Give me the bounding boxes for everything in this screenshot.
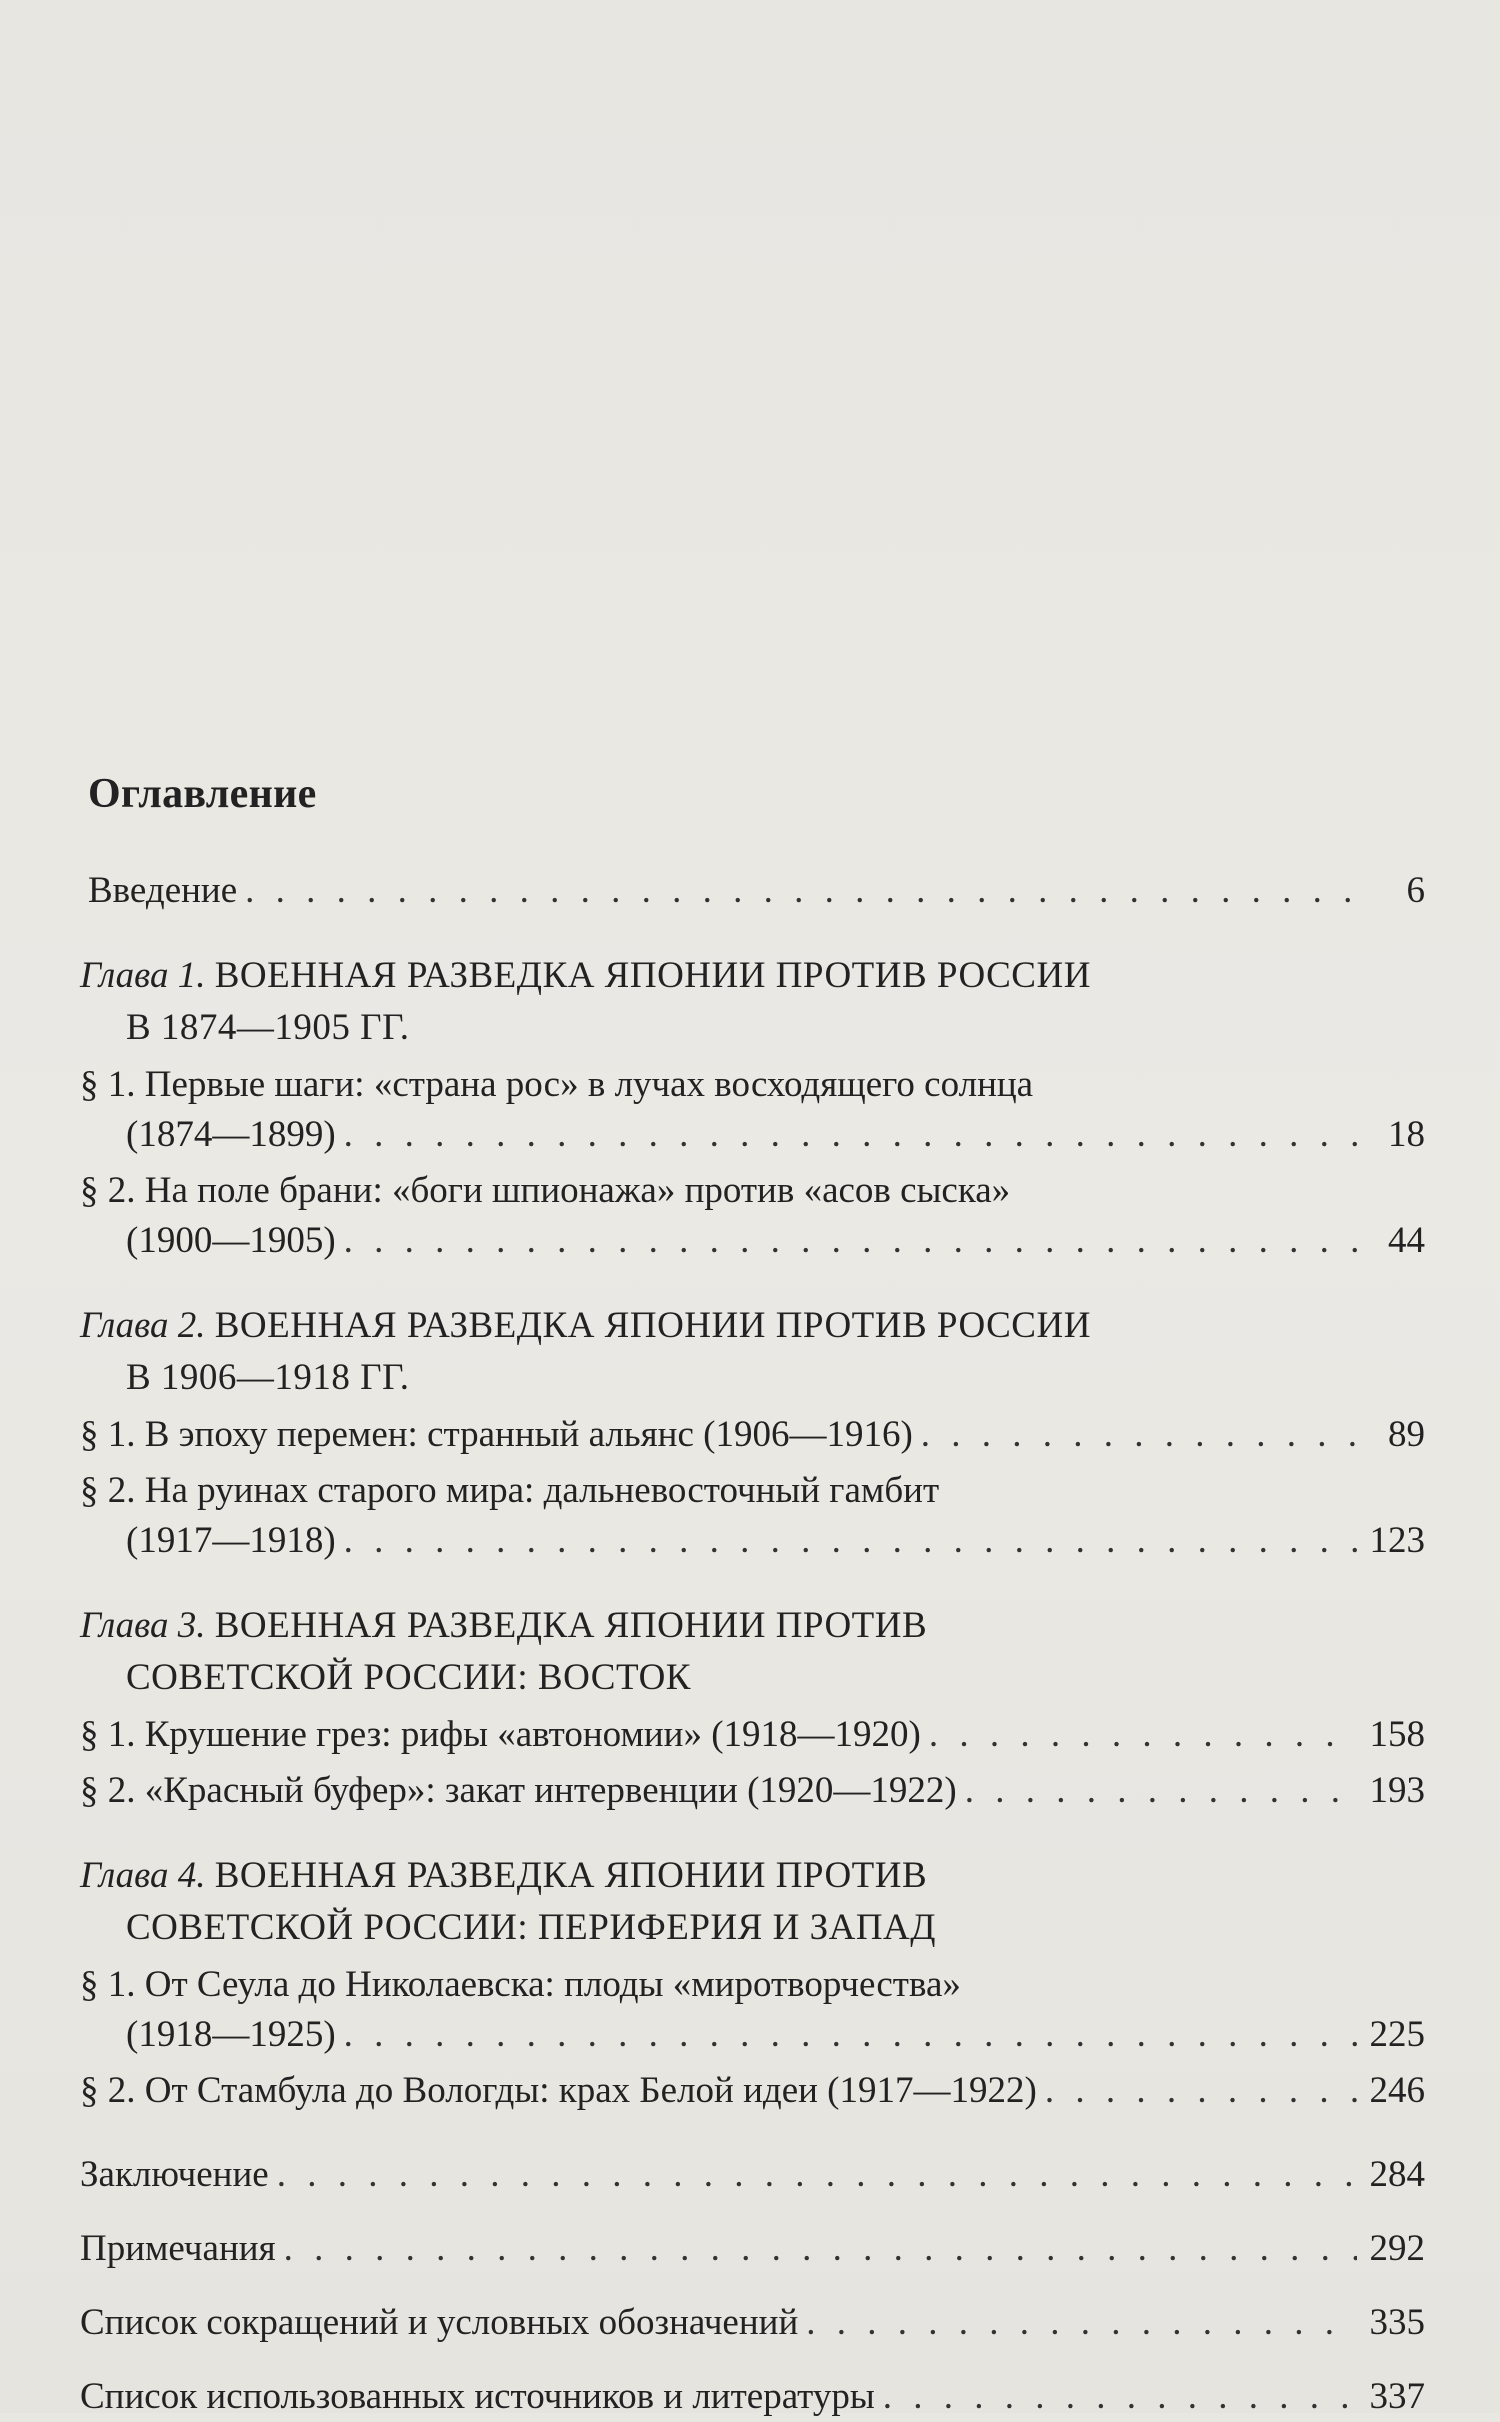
chapter-3-section-1[interactable] — [80, 1710, 1425, 1760]
chapter-1 — [80, 950, 1425, 1054]
chapter-label: Глава 2. — [80, 1305, 206, 1346]
page-number: 158 — [1369, 1714, 1425, 1755]
page-number: 6 — [1406, 870, 1425, 911]
dot-leader — [344, 1216, 1357, 1266]
chapter-2-section-1[interactable] — [80, 1410, 1425, 1460]
page-number: 246 — [1369, 2070, 1425, 2111]
section-title: § 2. На руинах старого мира: дальневосточный гамбит — [80, 1470, 940, 1511]
chapter-heading[interactable] — [80, 1850, 1425, 1902]
chapter-3-section-2[interactable] — [80, 1766, 1425, 1816]
dot-leader — [245, 866, 1357, 916]
section-continuation — [80, 1516, 1425, 1566]
toc-title: Оглавление — [88, 771, 317, 817]
chapter-title-line1: ВОЕННАЯ РАЗВЕДКА ЯПОНИИ ПРОТИВ РОССИИ — [214, 1305, 1091, 1346]
chapter-1-section-2[interactable] — [80, 1166, 1425, 1266]
chapter-4-section-1[interactable] — [80, 1960, 1425, 2060]
section-years: (1874—1899) — [126, 1114, 336, 1155]
page-number: 335 — [1369, 2302, 1425, 2343]
dot-leader — [284, 2224, 1357, 2274]
chapter-heading[interactable] — [80, 1600, 1425, 1652]
dot-leader — [344, 1110, 1357, 1160]
dot-leader — [806, 2298, 1357, 2348]
chapter-1-section-1[interactable] — [80, 1060, 1425, 1160]
chapter-2 — [80, 1300, 1425, 1404]
section-title: § 1. В эпоху перемен: странный альянс (1906—1916) — [80, 1414, 913, 1455]
page-number: 123 — [1369, 1520, 1425, 1561]
dot-leader — [921, 1410, 1357, 1460]
dot-leader — [277, 2150, 1357, 2200]
chapter-heading[interactable] — [80, 950, 1425, 1002]
page-number: 225 — [1369, 2014, 1425, 2055]
section-continuation — [80, 1110, 1425, 1160]
page-number: 284 — [1369, 2154, 1425, 2195]
toc-entry-abbreviations[interactable] — [80, 2298, 1425, 2348]
chapter-title-line2: В 1906—1918 ГГ. — [126, 1357, 410, 1398]
section-title: § 1. Крушение грез: рифы «автономии» (1918—1920) — [80, 1714, 921, 1755]
section-years: (1900—1905) — [126, 1220, 336, 1261]
section-title: § 2. «Красный буфер»: закат интервенции (1920—1922) — [80, 1770, 957, 1811]
chapter-label: Глава 3. — [80, 1605, 206, 1646]
chapter-title-line1: ВОЕННАЯ РАЗВЕДКА ЯПОНИИ ПРОТИВ — [214, 1605, 928, 1646]
dot-leader — [965, 1766, 1357, 1816]
chapter-label: Глава 4. — [80, 1855, 206, 1896]
section-title: § 2. От Стамбула до Вологды: крах Белой идеи (1917—1922) — [80, 2070, 1037, 2111]
section-row — [80, 1710, 1425, 1760]
section-row — [80, 1766, 1425, 1816]
dot-leader — [883, 2372, 1357, 2422]
dot-leader — [344, 1516, 1357, 1566]
entry-label: Заключение — [80, 2154, 269, 2195]
dot-leader — [344, 2010, 1357, 2060]
toc-entry-notes[interactable] — [80, 2224, 1425, 2274]
entry-label: Список сокращений и условных обозначений — [80, 2302, 799, 2343]
chapter-4-section-2[interactable] — [80, 2066, 1425, 2116]
page-number: 337 — [1369, 2376, 1425, 2417]
toc-entry-conclusion[interactable] — [80, 2150, 1425, 2200]
table-of-contents — [80, 740, 1425, 2422]
section-years: (1918—1925) — [126, 2014, 336, 2055]
page-number: 89 — [1388, 1414, 1425, 1455]
toc-entry-sources[interactable] — [80, 2372, 1425, 2422]
entry-label: Примечания — [80, 2228, 276, 2269]
page-number: 193 — [1369, 1770, 1425, 1811]
chapter-4 — [80, 1850, 1425, 1954]
chapter-3 — [80, 1600, 1425, 1704]
page-number: 44 — [1388, 1220, 1425, 1261]
chapter-title-line1: ВОЕННАЯ РАЗВЕДКА ЯПОНИИ ПРОТИВ — [214, 1855, 928, 1896]
page-number: 18 — [1388, 1114, 1425, 1155]
section-continuation — [80, 2010, 1425, 2060]
chapter-title-line2: СОВЕТСКОЙ РОССИИ: ПЕРИФЕРИЯ И ЗАПАД — [126, 1907, 937, 1948]
chapter-title-line2: СОВЕТСКОЙ РОССИИ: ВОСТОК — [126, 1657, 691, 1698]
page-number: 292 — [1369, 2228, 1425, 2269]
section-row — [80, 1410, 1425, 1460]
chapter-title-line1: ВОЕННАЯ РАЗВЕДКА ЯПОНИИ ПРОТИВ РОССИИ — [214, 955, 1091, 996]
dot-leader — [929, 1710, 1357, 1760]
chapter-title-line2: В 1874—1905 ГГ. — [126, 1007, 410, 1048]
section-title: § 2. На поле брани: «боги шпионажа» против «асов сыска» — [80, 1170, 1011, 1211]
dot-leader — [1045, 2066, 1357, 2116]
entry-label: Список использованных источников и литературы — [80, 2376, 875, 2417]
entry-label: Введение — [88, 870, 238, 911]
section-years: (1917—1918) — [126, 1520, 336, 1561]
chapter-label: Глава 1. — [80, 955, 206, 996]
section-continuation — [80, 1216, 1425, 1266]
toc-entry-intro[interactable] — [88, 866, 1425, 916]
section-row — [80, 2066, 1425, 2116]
section-title: § 1. Первые шаги: «страна рос» в лучах восходящего солнца — [80, 1064, 1034, 1105]
chapter-heading[interactable] — [80, 1300, 1425, 1352]
section-title: § 1. От Сеула до Николаевска: плоды «миротворчества» — [80, 1964, 961, 2005]
chapter-2-section-2[interactable] — [80, 1466, 1425, 1566]
